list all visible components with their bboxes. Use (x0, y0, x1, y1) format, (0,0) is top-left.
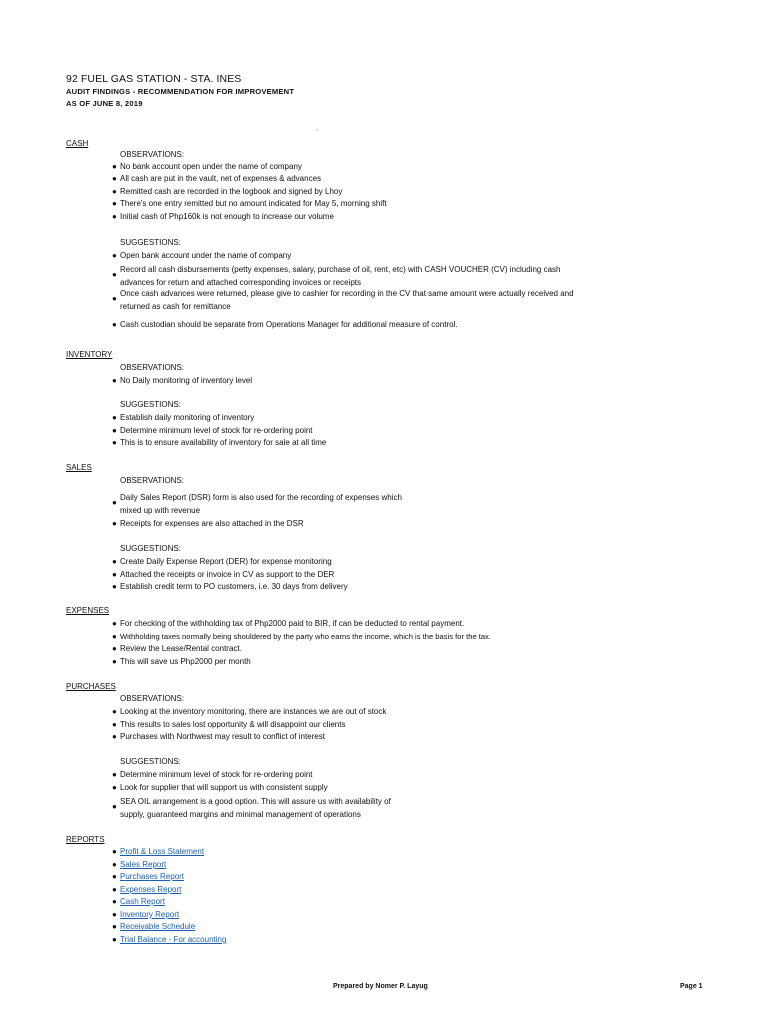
list-item: ● Purchases with Northwest may result to conflict of interest (112, 731, 572, 744)
bullet-icon: ● (112, 644, 117, 653)
section-inventory-title: INVENTORY (66, 350, 113, 359)
list-item: ● Record all cash disbursements (petty expenses, salary, purchase of oil, rent, etc) with CASH VOUCHER (CV) including cash advances for return and attached corresponding invoices or receipts (112, 265, 561, 287)
list-item: ● Attached the receipts or invoice in CV as support to the DER (112, 569, 572, 582)
bullet-icon: ● (112, 320, 117, 329)
section-cash-title: CASH (66, 139, 89, 148)
list-item: ● Looking at the inventory monitoring, there are instances we are out of stock (112, 706, 572, 719)
document-date: AS OF JUNE 8, 2019 (66, 99, 143, 108)
section-sales-title: SALES (66, 463, 92, 472)
bullet-icon: ● (112, 872, 117, 881)
bullet-icon: ● (112, 187, 117, 196)
report-link-purchases[interactable]: ● Purchases Report (112, 871, 572, 884)
bullet-icon: ● (112, 557, 117, 566)
bullet-icon: ● (112, 212, 117, 221)
bullet-icon: ● (112, 632, 117, 641)
report-link-profit-loss[interactable]: ● Profit & Loss Statement (112, 846, 572, 859)
bullet-icon: ● (112, 802, 117, 811)
sales-suggestions-label: SUGGESTIONS: (120, 544, 181, 553)
stray-mark: ` (316, 130, 319, 137)
bullet-icon: ● (112, 885, 117, 894)
list-item: ● Establish credit term to PO customers, i.e. 30 days from delivery (112, 581, 572, 594)
report-link-expenses[interactable]: ● Expenses Report (112, 884, 572, 897)
cash-observations-label: OBSERVATIONS: (120, 150, 185, 159)
list-item: ● Look for supplier that will support us with consistent supply (112, 782, 572, 795)
bullet-icon: ● (112, 199, 117, 208)
bullet-icon: ● (112, 582, 117, 591)
bullet-icon: ● (112, 376, 117, 385)
bullet-icon: ● (112, 438, 117, 447)
bullet-icon: ● (112, 162, 117, 171)
footer-page-number: Page 1 (680, 983, 703, 990)
section-expenses-title: EXPENSES (66, 606, 110, 615)
bullet-icon: ● (112, 657, 117, 666)
report-link-trial-balance[interactable]: ● Trial Balance - For accounting (112, 934, 572, 947)
bullet-icon: ● (112, 770, 117, 779)
bullet-icon: ● (112, 174, 117, 183)
list-item: ● Initial cash of Php160k is not enough to increase our volume (112, 211, 572, 224)
bullet-icon: ● (112, 783, 117, 792)
bullet-icon: ● (112, 426, 117, 435)
list-item: ● This results to sales lost opportunity & will disappoint our clients (112, 719, 572, 732)
list-item: ● Establish daily monitoring of inventory (112, 412, 572, 425)
list-item: ● Receipts for expenses are also attached in the DSR (112, 518, 572, 531)
bullet-icon: ● (112, 720, 117, 729)
list-item: ● Open bank account under the name of company (112, 250, 572, 263)
document-subtitle: AUDIT FINDINGS - RECOMMENDATION FOR IMPROVEMENT (66, 87, 295, 96)
list-item: ● SEA OIL arrangement is a good option. This will assure us with availability of supply, guaranteed margins and minimal management of operations (112, 797, 391, 819)
list-item: ● Review the Lease/Rental contract. (112, 643, 572, 656)
bullet-icon: ● (112, 270, 117, 279)
list-item: ● This is to ensure availability of inventory for sale at all time (112, 437, 572, 450)
inventory-observations-label: OBSERVATIONS: (120, 363, 185, 372)
list-item: ● Remitted cash are recorded in the logbook and signed by Lhoy (112, 186, 572, 199)
list-item: ● No bank account open under the name of company (112, 161, 572, 174)
report-link-sales[interactable]: ● Sales Report (112, 859, 572, 872)
bullet-icon: ● (112, 294, 117, 303)
list-item: ● Cash custodian should be separate from Operations Manager for additional measure of control. (112, 319, 582, 332)
section-reports-title: REPORTS (66, 835, 105, 844)
bullet-icon: ● (112, 910, 117, 919)
list-item: ● Determine minimum level of stock for re-ordering point (112, 425, 572, 438)
list-item: ● This will save us Php2000 per month (112, 656, 572, 669)
list-item: ● Create Daily Expense Report (DER) for expense monitoring (112, 556, 572, 569)
bullet-icon: ● (112, 519, 117, 528)
bullet-icon: ● (112, 251, 117, 260)
cash-suggestions-label: SUGGESTIONS: (120, 238, 181, 247)
bullet-icon: ● (112, 570, 117, 579)
bullet-icon: ● (112, 707, 117, 716)
purchases-suggestions-label: SUGGESTIONS: (120, 757, 181, 766)
bullet-icon: ● (112, 935, 117, 944)
list-item: ● Withholding taxes normally being shouldered by the party who earns the income, which is the basis for the tax. (112, 631, 582, 644)
list-item: ● Determine minimum level of stock for re-ordering point (112, 769, 572, 782)
sales-observations-label: OBSERVATIONS: (120, 476, 185, 485)
document-title: 92 FUEL GAS STATION - STA. INES (66, 73, 242, 85)
list-item: ● Daily Sales Report (DSR) form is also used for the recording of expenses which mixed up with revenue (112, 493, 402, 515)
inventory-suggestions-label: SUGGESTIONS: (120, 400, 181, 409)
purchases-observations-label: OBSERVATIONS: (120, 694, 185, 703)
report-link-receivable[interactable]: ● Receivable Schedule (112, 921, 572, 934)
report-link-cash[interactable]: ● Cash Report (112, 896, 572, 909)
report-link-inventory[interactable]: ● Inventory Report (112, 909, 572, 922)
bullet-icon: ● (112, 860, 117, 869)
list-item: ● For checking of the withholding tax of Php2000 paid to BIR, if can be deducted to rental payment. (112, 618, 582, 631)
footer-prepared-by: Prepared by Nomer P. Layug (333, 983, 428, 990)
list-item: ● No Daily monitoring of inventory level (112, 375, 572, 388)
bullet-icon: ● (112, 922, 117, 931)
section-purchases-title: PURCHASES (66, 682, 116, 691)
bullet-icon: ● (112, 847, 117, 856)
list-item: ● All cash are put in the vault, net of expenses & advances (112, 173, 572, 186)
bullet-icon: ● (112, 732, 117, 741)
bullet-icon: ● (112, 897, 117, 906)
list-item: ● Once cash advances were returned, please give to cashier for recording in the CV that same amount were actually received and returned as cash for remittance (112, 289, 574, 311)
bullet-icon: ● (112, 413, 117, 422)
bullet-icon: ● (112, 619, 117, 628)
bullet-icon: ● (112, 498, 117, 507)
list-item: ● There's one entry remitted but no amount indicated for May 5, morning shift (112, 198, 572, 211)
